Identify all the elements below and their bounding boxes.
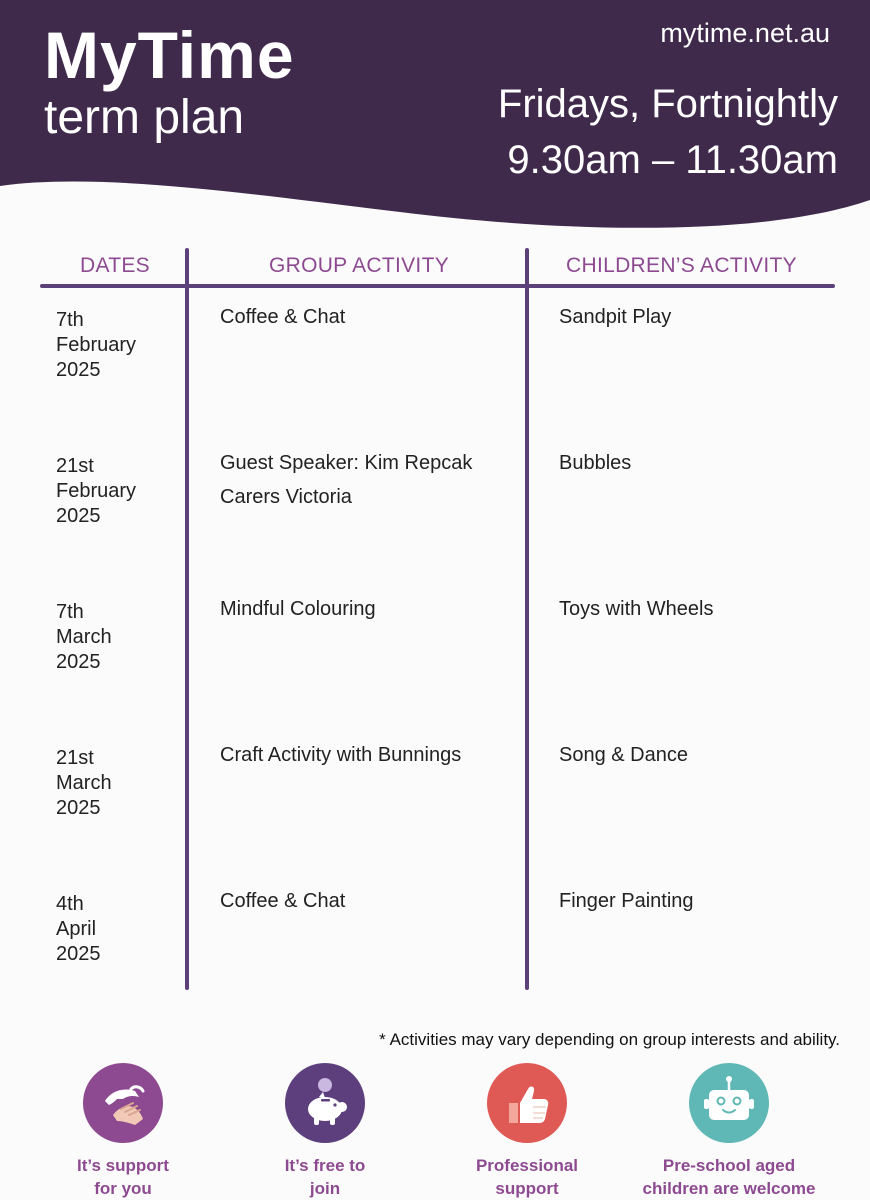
group-activity-text: Craft Activity with Bunnings [220,744,462,766]
date-month: April [56,918,97,940]
childrens-activity-cell: Song & Dance [559,744,688,766]
schedule [498,76,838,188]
brand-title: MyTime [44,18,295,92]
feature-label-line: children are welcome [642,1179,816,1198]
childrens-activity-cell: Bubbles [559,452,632,474]
feature-label [230,1154,420,1200]
feature-professional [432,1063,622,1200]
date-year: 2025 [56,359,101,381]
group-activity-text: Guest Speaker: Kim Repcak [220,452,473,474]
feature-label-line: for you [94,1179,152,1198]
date-cell [56,746,176,821]
date-year: 2025 [56,797,101,819]
group-activity-cell [220,300,520,334]
table-row [40,600,835,720]
group-activity-text: Carers Victoria [220,486,352,508]
date-year: 2025 [56,651,101,673]
brand-logo [44,18,295,144]
childrens-activity-cell: Finger Painting [559,890,694,912]
column-header-group-activity: GROUP ACTIVITY [268,254,449,277]
feature-label-line: Professional [475,1156,579,1175]
column-header-dates: DATES [80,254,150,277]
feature-label-line: join [309,1179,341,1198]
footnote: * Activities may vary depending on group interests and ability. [379,1030,840,1049]
childrens-activity-cell: Toys with Wheels [559,598,714,620]
group-activity-cell [220,592,520,626]
feature-preschool [634,1063,824,1200]
feature-support [28,1063,218,1200]
table-row [40,746,835,866]
schedule-day: Fridays, Fortnightly [497,82,838,126]
date-cell [56,308,176,383]
date-month: March [56,772,112,794]
date-day: 21st [56,747,94,769]
date-day: 7th [56,309,84,331]
date-month: February [56,334,137,356]
feature-label-line: Pre-school aged [662,1156,796,1175]
header-banner [0,0,870,240]
date-year: 2025 [56,943,101,965]
group-activity-text: Coffee & Chat [220,306,346,328]
robot-icon [689,1063,769,1143]
feature-label-line: It’s support [77,1156,169,1175]
childrens-activity-cell: Sandpit Play [559,306,672,328]
group-activity-cell [220,446,520,514]
feature-label-line: support [495,1179,559,1198]
piggy-bank-icon [285,1063,365,1143]
date-month: March [56,626,112,648]
date-day: 4th [56,893,84,915]
date-year: 2025 [56,505,101,527]
header-divider [40,284,835,288]
hands-icon [83,1063,163,1143]
website-link[interactable]: mytime.net.au [660,18,830,48]
table-row [40,308,835,428]
table-row [40,454,835,574]
group-activity-cell [220,738,520,772]
brand-subtitle: term plan [44,91,245,144]
date-cell [56,892,176,967]
feature-label [432,1154,622,1200]
feature-free [230,1063,420,1200]
feature-label [634,1154,824,1200]
schedule-time: 9.30am – 11.30am [507,138,838,182]
term-plan-table [40,248,835,993]
date-day: 7th [56,601,84,623]
column-header-childrens-activity: CHILDREN’S ACTIVITY [566,254,797,277]
date-day: 21st [56,455,94,477]
date-month: February [56,480,137,502]
group-activity-text: Coffee & Chat [220,890,346,912]
date-cell [56,600,176,675]
feature-label-line: It’s free to [284,1156,366,1175]
date-cell [56,454,176,529]
feature-label [28,1154,218,1200]
group-activity-cell [220,884,520,918]
table-row [40,892,835,1012]
group-activity-text: Mindful Colouring [220,598,376,620]
thumbs-up-icon [487,1063,567,1143]
